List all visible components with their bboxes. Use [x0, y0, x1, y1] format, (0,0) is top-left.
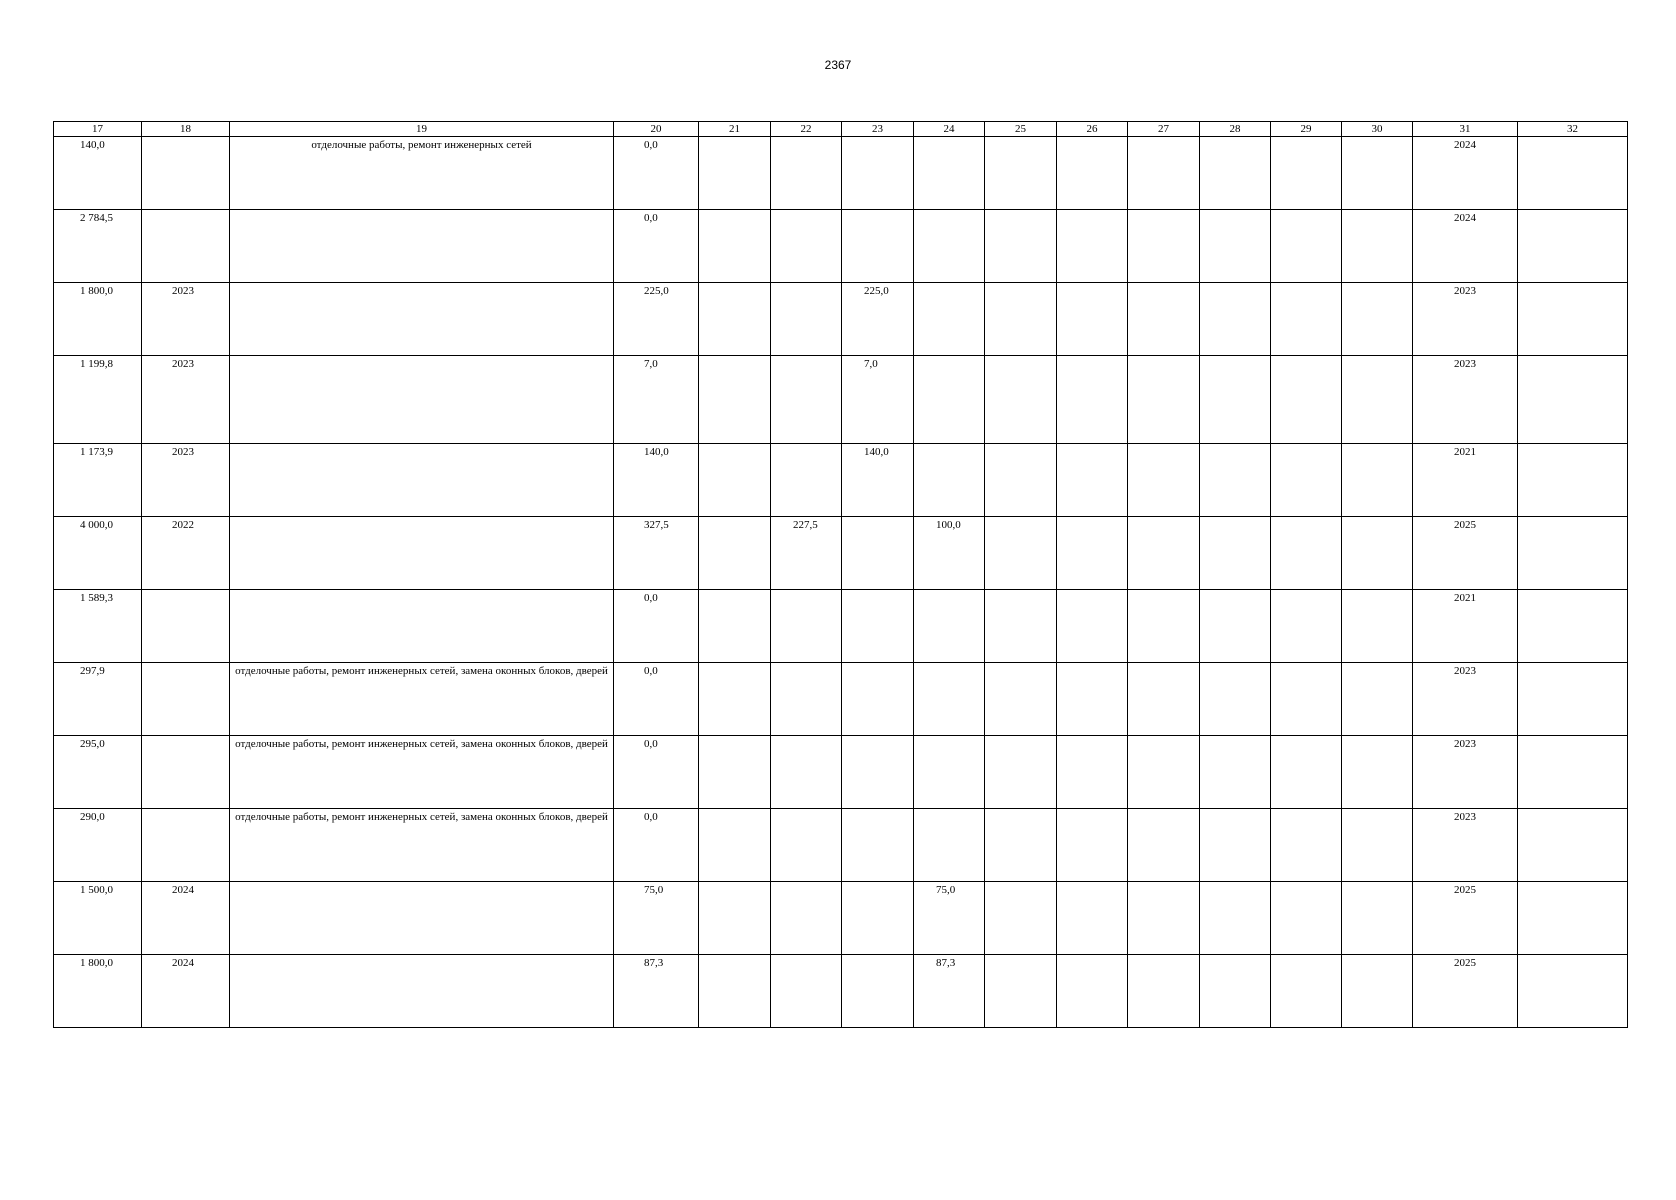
cell-21: [699, 210, 771, 283]
cell-23: [842, 590, 914, 663]
cell-19: [230, 283, 614, 356]
cell-30: [1342, 809, 1413, 882]
cell-26: [1057, 882, 1128, 955]
cell-27: [1128, 663, 1200, 736]
cell-29: [1271, 210, 1342, 283]
cell-30: [1342, 283, 1413, 356]
cell-32: [1518, 356, 1628, 444]
cell-21: [699, 882, 771, 955]
cell-28: [1200, 210, 1271, 283]
table-row: [54, 517, 1628, 590]
cell-26: [1057, 955, 1128, 1028]
cell-31: 2021: [1413, 444, 1518, 517]
cell-21: [699, 809, 771, 882]
cell-26: [1057, 210, 1128, 283]
table-row: [54, 590, 1628, 663]
cell-17: 1 500,0: [54, 882, 142, 955]
column-header: 19: [230, 122, 614, 137]
column-header: 32: [1518, 122, 1628, 137]
cell-29: [1271, 283, 1342, 356]
column-header: 29: [1271, 122, 1342, 137]
cell-20: 0,0: [614, 210, 699, 283]
cell-24: [914, 356, 985, 444]
cell-18: [142, 137, 230, 210]
cell-31: 2023: [1413, 663, 1518, 736]
cell-24: 75,0: [914, 882, 985, 955]
cell-28: [1200, 809, 1271, 882]
cell-20: 0,0: [614, 809, 699, 882]
cell-17: 1 800,0: [54, 955, 142, 1028]
cell-25: [985, 356, 1057, 444]
cell-21: [699, 517, 771, 590]
cell-30: [1342, 736, 1413, 809]
column-header: 22: [771, 122, 842, 137]
cell-25: [985, 663, 1057, 736]
cell-27: [1128, 356, 1200, 444]
cell-32: [1518, 663, 1628, 736]
cell-19: [230, 590, 614, 663]
cell-27: [1128, 137, 1200, 210]
cell-29: [1271, 590, 1342, 663]
cell-25: [985, 210, 1057, 283]
column-header: 17: [54, 122, 142, 137]
cell-28: [1200, 137, 1271, 210]
cell-25: [985, 809, 1057, 882]
cell-25: [985, 137, 1057, 210]
cell-23: [842, 517, 914, 590]
cell-29: [1271, 356, 1342, 444]
cell-17: 140,0: [54, 137, 142, 210]
cell-32: [1518, 590, 1628, 663]
column-header: 18: [142, 122, 230, 137]
cell-23: [842, 882, 914, 955]
cell-32: [1518, 517, 1628, 590]
cell-18: 2023: [142, 283, 230, 356]
cell-22: 227,5: [771, 517, 842, 590]
cell-26: [1057, 137, 1128, 210]
cell-28: [1200, 663, 1271, 736]
cell-28: [1200, 955, 1271, 1028]
cell-29: [1271, 736, 1342, 809]
cell-29: [1271, 809, 1342, 882]
cell-21: [699, 444, 771, 517]
cell-17: 1 589,3: [54, 590, 142, 663]
cell-27: [1128, 736, 1200, 809]
cell-19: [230, 882, 614, 955]
table-header-row: [54, 122, 1628, 137]
cell-32: [1518, 955, 1628, 1028]
cell-17: 297,9: [54, 663, 142, 736]
cell-31: 2025: [1413, 955, 1518, 1028]
cell-17: 1 800,0: [54, 283, 142, 356]
cell-20: 0,0: [614, 736, 699, 809]
column-header: 31: [1413, 122, 1518, 137]
data-table: [53, 121, 1628, 1028]
cell-27: [1128, 444, 1200, 517]
cell-22: [771, 882, 842, 955]
cell-17: 1 173,9: [54, 444, 142, 517]
cell-30: [1342, 955, 1413, 1028]
table-row: [54, 736, 1628, 809]
cell-23: [842, 137, 914, 210]
cell-24: 100,0: [914, 517, 985, 590]
cell-31: 2023: [1413, 283, 1518, 356]
cell-31: 2023: [1413, 736, 1518, 809]
cell-25: [985, 590, 1057, 663]
cell-23: [842, 210, 914, 283]
table-row: [54, 444, 1628, 517]
cell-21: [699, 590, 771, 663]
cell-31: 2023: [1413, 809, 1518, 882]
cell-18: 2024: [142, 955, 230, 1028]
cell-28: [1200, 517, 1271, 590]
cell-29: [1271, 663, 1342, 736]
column-header: 24: [914, 122, 985, 137]
column-header: 30: [1342, 122, 1413, 137]
cell-30: [1342, 444, 1413, 517]
cell-32: [1518, 210, 1628, 283]
cell-22: [771, 663, 842, 736]
column-header: 20: [614, 122, 699, 137]
cell-17: 1 199,8: [54, 356, 142, 444]
cell-29: [1271, 517, 1342, 590]
cell-30: [1342, 356, 1413, 444]
cell-27: [1128, 283, 1200, 356]
cell-26: [1057, 663, 1128, 736]
cell-22: [771, 356, 842, 444]
cell-17: 290,0: [54, 809, 142, 882]
table-body: [54, 137, 1628, 1028]
cell-17: 2 784,5: [54, 210, 142, 283]
cell-18: 2024: [142, 882, 230, 955]
cell-24: 87,3: [914, 955, 985, 1028]
cell-23: 225,0: [842, 283, 914, 356]
cell-32: [1518, 809, 1628, 882]
cell-28: [1200, 590, 1271, 663]
cell-22: [771, 137, 842, 210]
cell-26: [1057, 283, 1128, 356]
cell-26: [1057, 444, 1128, 517]
cell-27: [1128, 590, 1200, 663]
cell-27: [1128, 210, 1200, 283]
cell-31: 2025: [1413, 517, 1518, 590]
column-header: 23: [842, 122, 914, 137]
cell-24: [914, 736, 985, 809]
cell-31: 2024: [1413, 210, 1518, 283]
cell-20: 225,0: [614, 283, 699, 356]
page-number: 2367: [824, 58, 852, 72]
cell-18: 2023: [142, 444, 230, 517]
cell-23: [842, 809, 914, 882]
cell-23: [842, 955, 914, 1028]
cell-26: [1057, 809, 1128, 882]
cell-30: [1342, 663, 1413, 736]
cell-32: [1518, 882, 1628, 955]
cell-24: [914, 283, 985, 356]
cell-30: [1342, 137, 1413, 210]
cell-32: [1518, 283, 1628, 356]
cell-24: [914, 210, 985, 283]
cell-20: 0,0: [614, 137, 699, 210]
cell-17: 4 000,0: [54, 517, 142, 590]
cell-22: [771, 210, 842, 283]
cell-20: 0,0: [614, 663, 699, 736]
cell-22: [771, 809, 842, 882]
cell-24: [914, 137, 985, 210]
cell-27: [1128, 517, 1200, 590]
cell-19: [230, 210, 614, 283]
cell-18: [142, 663, 230, 736]
cell-22: [771, 590, 842, 663]
column-header: 21: [699, 122, 771, 137]
cell-18: [142, 736, 230, 809]
cell-26: [1057, 736, 1128, 809]
cell-21: [699, 283, 771, 356]
cell-29: [1271, 955, 1342, 1028]
cell-19: отделочные работы, ремонт инженерных сетей, замена оконных блоков, дверей: [230, 736, 614, 809]
cell-20: 75,0: [614, 882, 699, 955]
table-row: [54, 663, 1628, 736]
table-row: [54, 283, 1628, 356]
cell-18: 2023: [142, 356, 230, 444]
cell-21: [699, 736, 771, 809]
cell-18: 2022: [142, 517, 230, 590]
cell-28: [1200, 444, 1271, 517]
cell-22: [771, 444, 842, 517]
cell-28: [1200, 283, 1271, 356]
cell-20: 7,0: [614, 356, 699, 444]
column-header: 27: [1128, 122, 1200, 137]
column-header: 26: [1057, 122, 1128, 137]
cell-31: 2024: [1413, 137, 1518, 210]
cell-31: 2021: [1413, 590, 1518, 663]
column-header: 28: [1200, 122, 1271, 137]
cell-28: [1200, 736, 1271, 809]
cell-19: [230, 955, 614, 1028]
cell-30: [1342, 517, 1413, 590]
table-row: [54, 955, 1628, 1028]
table-row: [54, 210, 1628, 283]
cell-21: [699, 356, 771, 444]
cell-22: [771, 736, 842, 809]
cell-22: [771, 283, 842, 356]
cell-19: отделочные работы, ремонт инженерных сетей, замена оконных блоков, дверей: [230, 809, 614, 882]
table-row: [54, 882, 1628, 955]
cell-32: [1518, 137, 1628, 210]
cell-32: [1518, 444, 1628, 517]
cell-23: 140,0: [842, 444, 914, 517]
cell-29: [1271, 882, 1342, 955]
table-row: [54, 809, 1628, 882]
cell-25: [985, 882, 1057, 955]
cell-23: 7,0: [842, 356, 914, 444]
cell-31: 2023: [1413, 356, 1518, 444]
cell-30: [1342, 590, 1413, 663]
cell-24: [914, 809, 985, 882]
cell-23: [842, 663, 914, 736]
cell-28: [1200, 882, 1271, 955]
cell-20: 140,0: [614, 444, 699, 517]
cell-26: [1057, 590, 1128, 663]
cell-19: [230, 444, 614, 517]
cell-23: [842, 736, 914, 809]
cell-21: [699, 955, 771, 1028]
cell-27: [1128, 809, 1200, 882]
cell-19: [230, 517, 614, 590]
cell-26: [1057, 517, 1128, 590]
cell-19: отделочные работы, ремонт инженерных сетей: [230, 137, 614, 210]
cell-19: отделочные работы, ремонт инженерных сетей, замена оконных блоков, дверей: [230, 663, 614, 736]
cell-27: [1128, 882, 1200, 955]
cell-17: 295,0: [54, 736, 142, 809]
cell-20: 87,3: [614, 955, 699, 1028]
cell-20: 0,0: [614, 590, 699, 663]
cell-20: 327,5: [614, 517, 699, 590]
cell-21: [699, 137, 771, 210]
cell-25: [985, 283, 1057, 356]
cell-21: [699, 663, 771, 736]
cell-25: [985, 517, 1057, 590]
table-row: [54, 356, 1628, 444]
cell-26: [1057, 356, 1128, 444]
cell-18: [142, 809, 230, 882]
cell-25: [985, 444, 1057, 517]
cell-31: 2025: [1413, 882, 1518, 955]
cell-22: [771, 955, 842, 1028]
cell-25: [985, 955, 1057, 1028]
table-row: [54, 137, 1628, 210]
cell-27: [1128, 955, 1200, 1028]
cell-29: [1271, 137, 1342, 210]
column-header: 25: [985, 122, 1057, 137]
cell-28: [1200, 356, 1271, 444]
cell-24: [914, 444, 985, 517]
cell-19: [230, 356, 614, 444]
cell-18: [142, 590, 230, 663]
cell-24: [914, 663, 985, 736]
cell-30: [1342, 882, 1413, 955]
cell-29: [1271, 444, 1342, 517]
cell-32: [1518, 736, 1628, 809]
cell-24: [914, 590, 985, 663]
cell-18: [142, 210, 230, 283]
cell-30: [1342, 210, 1413, 283]
cell-25: [985, 736, 1057, 809]
